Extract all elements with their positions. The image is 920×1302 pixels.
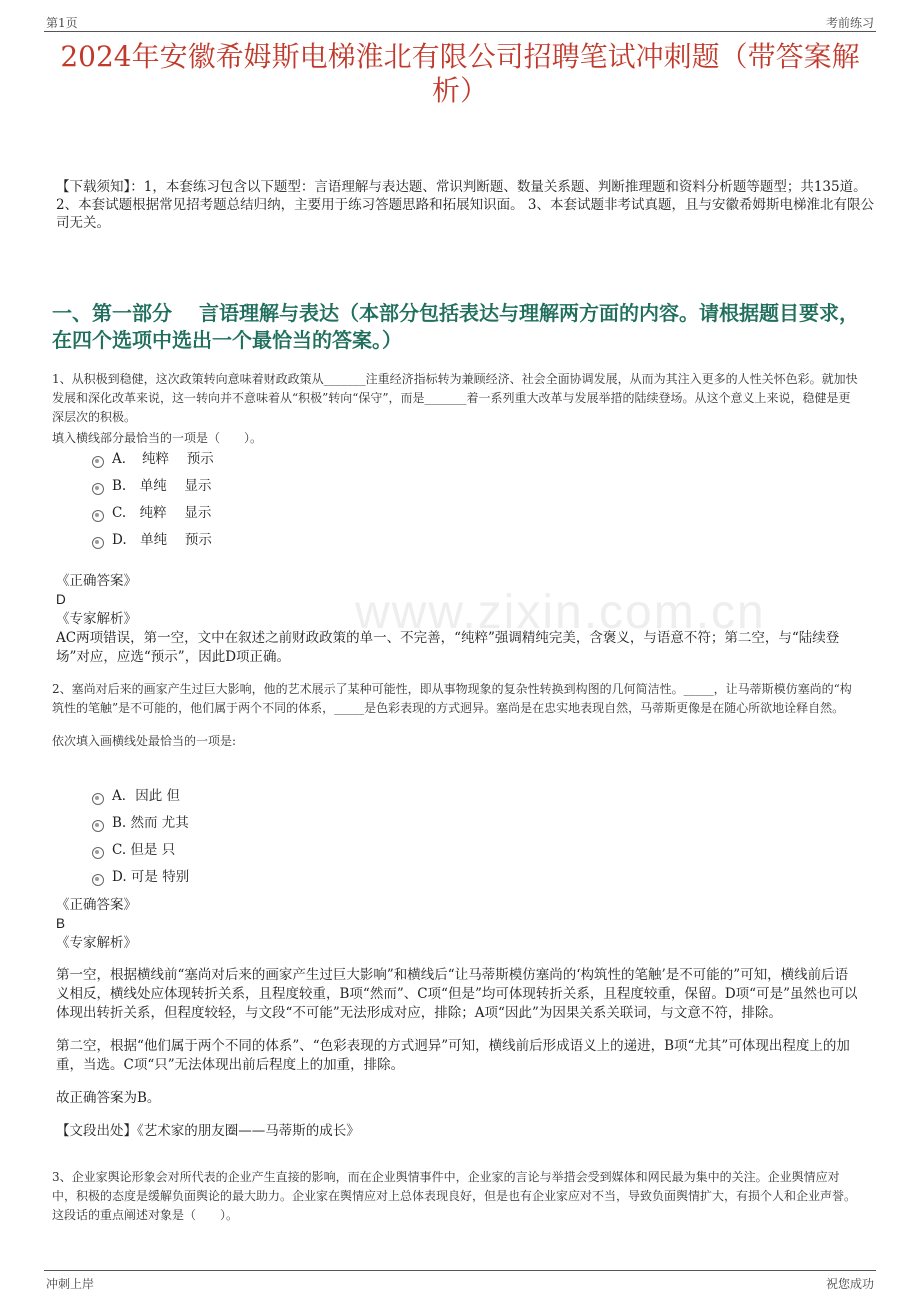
- question-1: [52, 370, 860, 448]
- document-title: 2024年安徽希姆斯电梯淮北有限公司招聘笔试冲刺题（带答案解析）: [60, 40, 860, 107]
- analysis-paragraph-1: 第一空，根据横线前“塞尚对后来的画家产生过巨大影响”和横线后“让马蒂斯模仿塞尚的‘构筑性的笔触’是不可能的”可知，横线前后语义相反，横线处应体现转折关系，且程度较重，B项“然而”、C项“但是”均可体现转折关系，且程度较重，保留。D项“可是”虽然也可以体现出转折关系，但程度较轻，与文段“不可能”无法形成对应，排除；A项“因此”为因果关系关联词，与文意不符，排除。: [56, 967, 858, 1021]
- footer-left-label: 冲刺上岸: [46, 1277, 95, 1291]
- option-d[interactable]: [92, 864, 860, 891]
- question-3-stem: 3、企业家舆论形象会对所代表的企业产生直接的影响，而在企业舆情事件中，企业家的言论与举措会受到媒体和网民最为集中的关注。企业舆情应对中，积极的态度是缓解负面舆论的最大助力。企业家在舆情应对上总体表现良好，但是也有企业家应对不当，导致负面舆情扩大，有损个人和企业声誉。: [52, 1170, 857, 1203]
- radio-icon[interactable]: [92, 847, 104, 859]
- analysis-paragraph-2: 第二空，根据“他们属于两个不同的体系”、“色彩表现的方式迥异”可知，横线前后形成语义上的递进，B项“尤其”可体现出程度上的加重，当选。C项“只”无法体现出前后程度上的加重，排除。: [56, 1038, 850, 1073]
- option-label: D. 单纯 预示: [112, 532, 212, 548]
- question-1-stem: 1、从积极到稳健，这次政策转向意味着财政政策从_______注重经济指标转为兼顾经济、社会全面协调发展，从而为其注入更多的人性关怀色彩。就加快发展和深化改革来说，这一转向并不意味着从“积极”转向“保守”，而是_______着一系列重大改革与发展举措的陆续登场。从这个意义上来说，稳健是更深层次的积极。: [52, 372, 858, 424]
- question-2-stem: 2、塞尚对后来的画家产生过巨大影响，他的艺术展示了某种可能性，即从事物现象的复杂性转换到构图的几何简洁性。_____，让马蒂斯模仿塞尚的“构筑性的笔触”是不可能的，他们属于两个不同的体系，_____是色彩表现的方式迥异。塞尚是在忠实地表现自然，马蒂斯更像是在随心所欲地诠释自然。: [52, 682, 852, 715]
- question-3: [52, 1168, 860, 1225]
- watermark: www.zixin.com.cn: [355, 586, 766, 639]
- answer-value: D: [56, 592, 66, 607]
- answer-value: B: [56, 916, 66, 931]
- header-label: 考前练习: [825, 16, 874, 30]
- analysis-label: 《专家解析》: [56, 935, 137, 951]
- option-label: C. 纯粹 显示: [112, 505, 212, 521]
- answer-label: 《正确答案》: [56, 897, 137, 913]
- option-label: B. 单纯 显示: [112, 478, 212, 494]
- page-header: [44, 10, 876, 32]
- analysis-text: AC两项错误，第一空，文中在叙述之前财政政策的单一、不完善，“纯粹”强调精纯完美，含褒义，与语意不符；第二空，与“陆续登场”对应，应选“预示”，因此D项正确。: [56, 630, 840, 665]
- passage-source: 【文段出处】《艺术家的朋友圈——马蒂斯的成长》: [56, 1123, 360, 1139]
- question-2: [52, 680, 860, 751]
- question-1-prompt: 填入横线部分最恰当的一项是（ ）。: [52, 431, 263, 445]
- option-c[interactable]: [92, 837, 860, 864]
- radio-icon[interactable]: [92, 820, 104, 832]
- option-a[interactable]: [92, 783, 860, 810]
- radio-icon[interactable]: [92, 483, 104, 495]
- download-notice: 【下载须知】：1，本套练习包含以下题型：言语理解与表达题、常识判断题、数量关系题、判断推理题和资料分析题等题型；共135道。 2、本套试题根据常见招考题总结归纳，主要用于练习答题思路和拓展知识面。 3、本套试题非考试真题，且与安徽希姆斯电梯淮北有限公司无关。: [56, 179, 874, 231]
- question-2-answer: [52, 896, 860, 953]
- question-2-prompt: 依次填入画横线处最恰当的一项是:: [52, 734, 237, 748]
- answer-label: 《正确答案》: [56, 573, 137, 589]
- page-footer: [44, 1270, 876, 1292]
- footer-right-label: 祝您成功: [825, 1277, 874, 1291]
- question-1-answer: [52, 572, 860, 667]
- option-label: A． 纯粹 预示: [112, 451, 214, 467]
- option-label: B. 然而 尤其: [112, 815, 189, 831]
- question-2-options: [92, 783, 860, 891]
- radio-icon[interactable]: [92, 537, 104, 549]
- radio-icon[interactable]: [92, 874, 104, 886]
- question-1-options: [92, 446, 860, 554]
- radio-icon[interactable]: [92, 793, 104, 805]
- option-b[interactable]: [92, 473, 860, 500]
- option-label: A．因此 但: [112, 788, 181, 804]
- option-b[interactable]: [92, 810, 860, 837]
- radio-icon[interactable]: [92, 456, 104, 468]
- option-d[interactable]: [92, 527, 860, 554]
- option-label: D. 可是 特别: [112, 869, 190, 885]
- option-label: C. 但是 只: [112, 842, 176, 858]
- option-c[interactable]: [92, 500, 860, 527]
- analysis-label: 《专家解析》: [56, 611, 137, 627]
- question-3-prompt: 这段话的重点阐述对象是（ ）。: [52, 1208, 239, 1222]
- page-number: 第1页: [46, 16, 78, 30]
- section-heading: 一、第一部分 言语理解与表达（本部分包括表达与理解两方面的内容。请根据题目要求，在四个选项中选出一个最恰当的答案。）: [52, 301, 859, 352]
- question-2-analysis: [56, 966, 860, 1141]
- radio-icon[interactable]: [92, 510, 104, 522]
- option-a[interactable]: [92, 446, 860, 473]
- analysis-conclusion: 故正确答案为B。: [56, 1090, 161, 1106]
